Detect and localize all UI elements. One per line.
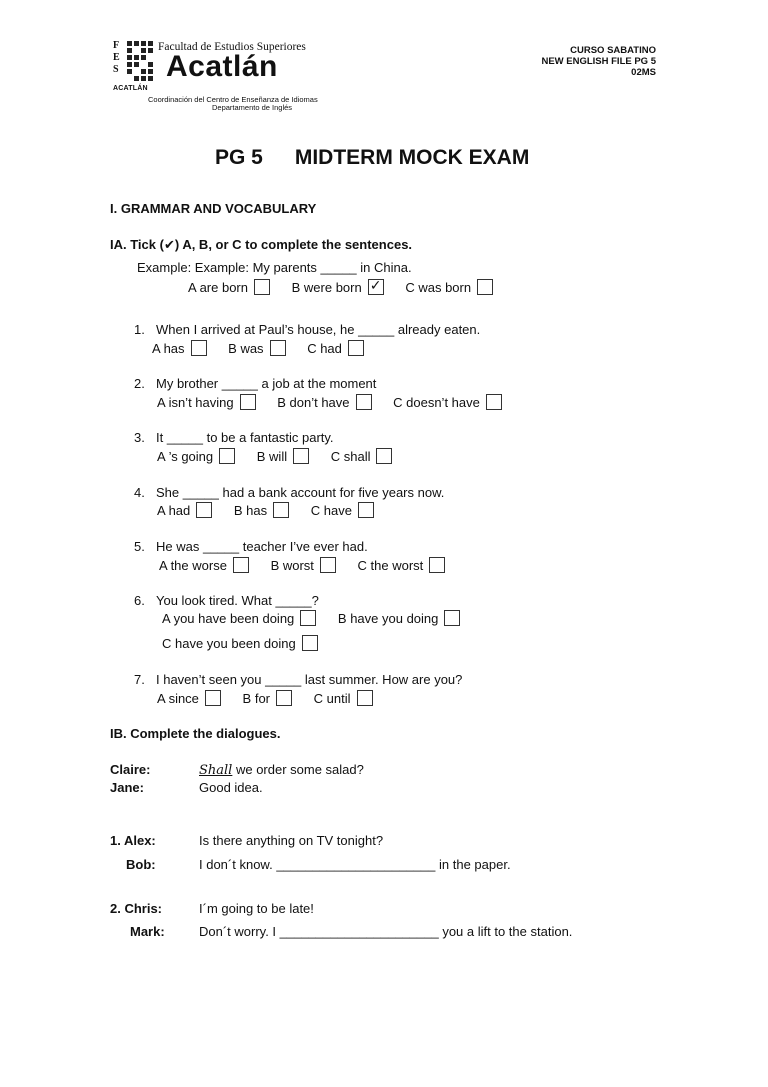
option-label: C shall xyxy=(330,449,371,464)
checkbox[interactable] xyxy=(205,690,221,706)
question-text: You look tired. What _____? xyxy=(156,593,319,608)
question-number: 6. xyxy=(134,593,145,608)
option-label: C have you been doing xyxy=(162,636,296,651)
logo-name: Acatlán xyxy=(166,50,278,83)
dialogue-line xyxy=(199,762,364,778)
option-label: C the worst xyxy=(357,558,424,573)
checkbox[interactable] xyxy=(376,448,392,464)
course-group: 02MS xyxy=(631,67,656,78)
question-4 xyxy=(134,485,444,500)
question-5 xyxy=(134,539,368,554)
example-answer: Shall xyxy=(199,763,233,778)
option-label: C had xyxy=(307,341,342,356)
section-ia-heading xyxy=(110,237,412,253)
option-label: B have you doing xyxy=(337,611,439,626)
question-text: She _____ had a bank account for five years now. xyxy=(156,485,445,500)
option-label: A the worse xyxy=(159,558,227,573)
dialogue-answer-line[interactable]: Don´t worry. I ______________________ you a lift to the station. xyxy=(199,924,573,939)
dialogue-line: I´m going to be late! xyxy=(199,901,314,916)
question-7 xyxy=(134,672,462,687)
logo-coordination: Coordinación del Centro de Enseñanza de Idiomas xyxy=(148,95,318,104)
question-6-option-c xyxy=(162,635,336,651)
checkbox[interactable] xyxy=(233,557,249,573)
question-text: When I arrived at Paul’s house, he _____ already eaten. xyxy=(156,322,481,337)
course-name: CURSO SABATINO xyxy=(570,45,656,56)
option-label: A has xyxy=(152,341,185,356)
question-6-options xyxy=(162,610,478,626)
question-text: I haven’t seen you _____ last summer. How are you? xyxy=(156,672,463,687)
question-number: 5. xyxy=(134,539,145,554)
dialogue-line: Is there anything on TV tonight? xyxy=(199,833,384,848)
option-label: B don’t have xyxy=(277,395,350,410)
logo-fes-letters xyxy=(113,40,127,76)
question-number: 7. xyxy=(134,672,145,687)
option-label: B worst xyxy=(270,558,314,573)
logo-institution: Facultad de Estudios Superiores xyxy=(158,41,306,53)
logo-letter: E xyxy=(113,52,120,63)
speaker-name: Mark: xyxy=(130,924,165,939)
question-2 xyxy=(134,376,376,391)
checkbox[interactable] xyxy=(477,279,493,295)
question-text: He was _____ teacher I’ve ever had. xyxy=(156,539,368,554)
question-5-options xyxy=(159,557,463,573)
checkbox[interactable] xyxy=(276,690,292,706)
logo-letter: S xyxy=(113,64,119,75)
checkbox[interactable] xyxy=(356,394,372,410)
checkbox[interactable] xyxy=(191,340,207,356)
checkbox[interactable] xyxy=(273,502,289,518)
logo-department: Departamento de Inglés xyxy=(212,103,293,112)
example-sentence: Example: Example: My parents _____ in China. xyxy=(137,260,412,275)
option-label: C have xyxy=(310,503,352,518)
question-number: 4. xyxy=(134,485,145,500)
option-label: B was xyxy=(228,341,264,356)
option-label: A are born xyxy=(188,280,248,295)
question-6 xyxy=(134,593,319,608)
option-label: C until xyxy=(313,691,351,706)
dialogue-text: we order some salad? xyxy=(232,762,364,777)
checkbox[interactable] xyxy=(357,690,373,706)
logo-emblem-icon xyxy=(126,40,154,84)
section-ib-heading: IB. Complete the dialogues. xyxy=(110,726,281,741)
question-1 xyxy=(134,322,480,337)
question-2-options xyxy=(157,394,520,410)
option-label: B has xyxy=(233,503,268,518)
logo-letter: F xyxy=(113,40,120,51)
checkbox[interactable] xyxy=(320,557,336,573)
section-ia-text: IA. Tick ( xyxy=(110,237,164,252)
check-icon: ✓ xyxy=(369,277,382,293)
checkbox[interactable] xyxy=(358,502,374,518)
option-label: B will xyxy=(256,449,288,464)
checkbox[interactable] xyxy=(254,279,270,295)
course-info xyxy=(541,45,656,78)
checkbox[interactable] xyxy=(300,610,316,626)
example-options xyxy=(188,279,511,295)
checkbox[interactable] xyxy=(429,557,445,573)
section-ia-text: ) A, B, or C to complete the sentences. xyxy=(174,237,413,252)
question-text: My brother _____ a job at the moment xyxy=(156,376,377,391)
option-label: C doesn’t have xyxy=(393,395,480,410)
speaker-name: Bob: xyxy=(126,857,156,872)
dialogue-line: Good idea. xyxy=(199,780,263,795)
option-label: B were born xyxy=(291,280,362,295)
checkbox[interactable] xyxy=(444,610,460,626)
option-label: A ’s going xyxy=(157,449,214,464)
question-7-options xyxy=(157,690,391,706)
logo-small-name: ACATLÁN xyxy=(113,85,148,92)
checkbox[interactable] xyxy=(270,340,286,356)
question-text: It _____ to be a fantastic party. xyxy=(156,430,334,445)
question-number: 3. xyxy=(134,430,145,445)
title-level: PG 5 xyxy=(215,146,263,169)
checkbox[interactable] xyxy=(348,340,364,356)
question-number: 2. xyxy=(134,376,145,391)
option-label: A you have been doing xyxy=(162,611,295,626)
checkbox[interactable] xyxy=(240,394,256,410)
option-label: A since xyxy=(157,691,199,706)
course-book: NEW ENGLISH FILE PG 5 xyxy=(541,56,656,67)
title-text: MIDTERM MOCK EXAM xyxy=(294,146,530,169)
question-1-options xyxy=(152,340,382,356)
option-label: A isn’t having xyxy=(157,395,234,410)
section-grammar-heading: I. GRAMMAR AND VOCABULARY xyxy=(110,201,317,216)
checkbox[interactable] xyxy=(219,448,235,464)
checkbox[interactable] xyxy=(293,448,309,464)
question-number: 1. xyxy=(134,322,145,337)
checkbox[interactable] xyxy=(486,394,502,410)
option-label: B for xyxy=(242,691,271,706)
option-label: C was born xyxy=(405,280,472,295)
checkbox[interactable] xyxy=(196,502,212,518)
checkbox-checked[interactable] xyxy=(368,279,384,295)
dialogue-answer-line[interactable]: I don´t know. ______________________ in the paper. xyxy=(199,857,511,872)
speaker-name: 2. Chris: xyxy=(110,901,163,916)
speaker-name: Claire: xyxy=(110,762,151,777)
tick-icon: ✔ xyxy=(163,237,175,252)
option-label: A had xyxy=(157,503,191,518)
speaker-name: 1. Alex: xyxy=(110,833,156,848)
question-3-options xyxy=(157,448,410,464)
page-title xyxy=(215,146,529,170)
speaker-name: Jane: xyxy=(110,780,144,795)
question-4-options xyxy=(157,502,392,518)
question-3 xyxy=(134,430,334,445)
checkbox[interactable] xyxy=(302,635,318,651)
